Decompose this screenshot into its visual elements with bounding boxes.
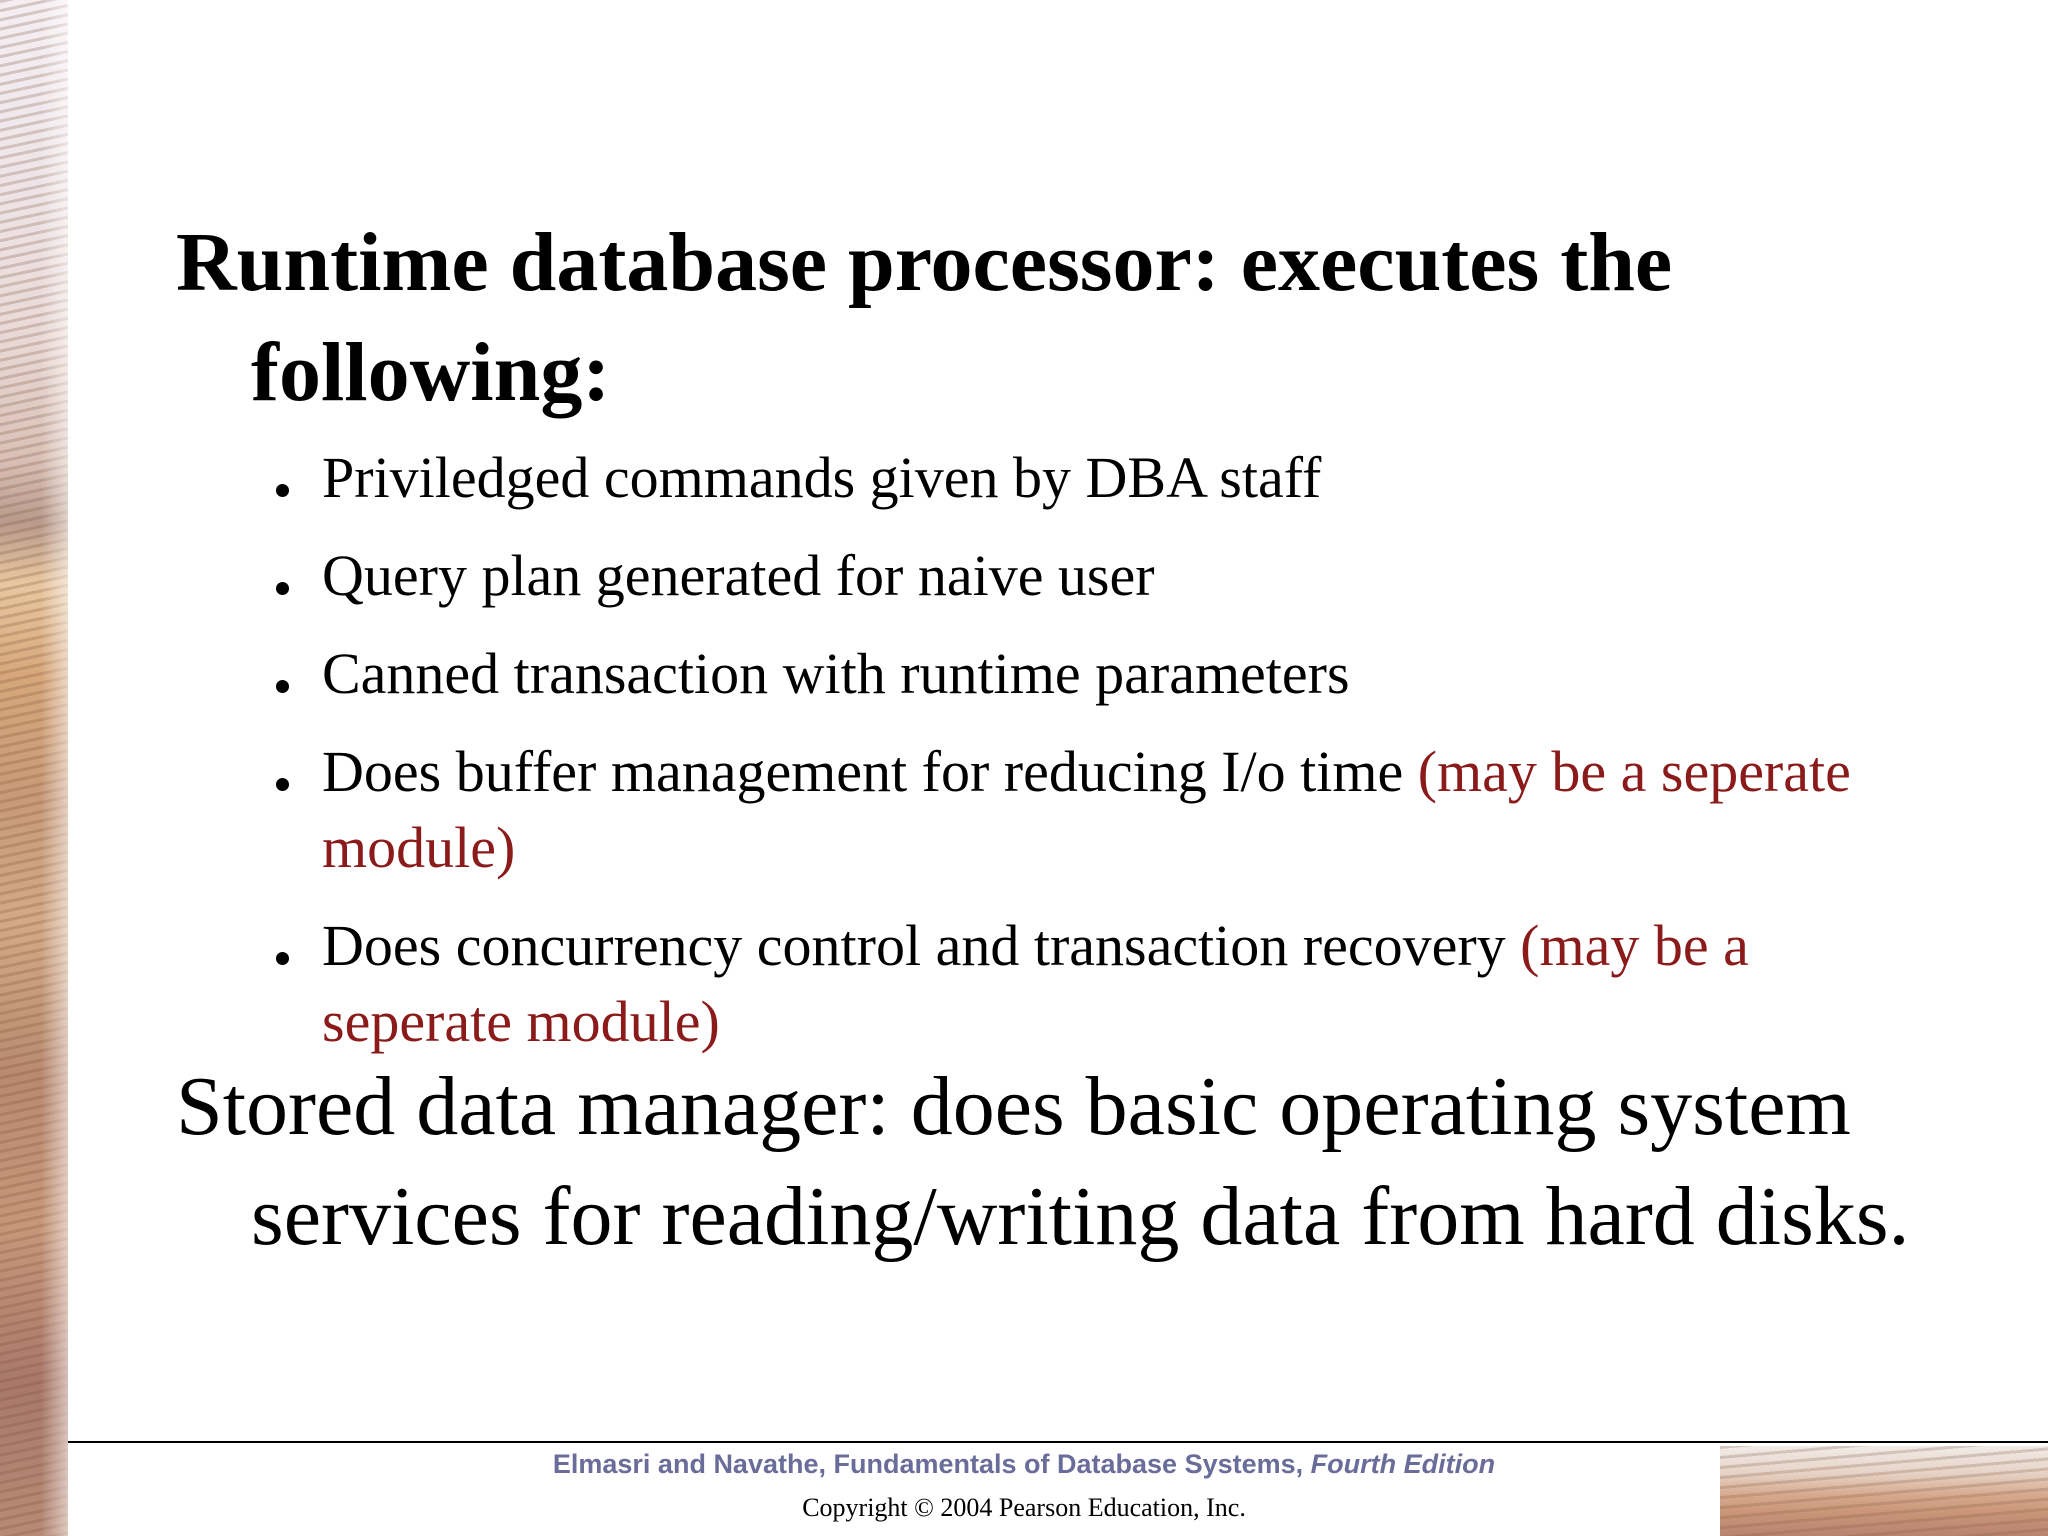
bullet-text: Canned transaction with runtime parameters: [322, 641, 1350, 706]
bullet-dot-icon: [276, 680, 289, 693]
bullet-dot-icon: [276, 484, 289, 497]
footer-citation: [0, 1445, 2048, 1483]
list-item: [272, 636, 1912, 712]
bullet-text: Query plan generated for naive user: [322, 543, 1155, 608]
heading-runtime-processor: Runtime database processor: executes the following:: [176, 216, 1673, 419]
footer-title-edition: Fourth Edition: [1310, 1449, 1496, 1479]
footer-copyright: Copyright © 2004 Pearson Education, Inc.: [802, 1493, 1246, 1522]
footer-divider: [68, 1441, 2048, 1443]
footer-title-main: Elmasri and Navathe, Fundamentals of Database Systems,: [552, 1449, 1311, 1479]
bullet-text: Does buffer management for reducing I/o time: [322, 739, 1418, 804]
list-item: [272, 734, 1912, 886]
bullet-note: (may be a seperate module): [322, 913, 1749, 1054]
bullet-text: Priviledged commands given by DBA staff: [322, 445, 1322, 510]
bullet-dot-icon: [276, 778, 289, 791]
list-item: [272, 538, 1912, 614]
list-item: [272, 440, 1912, 516]
list-item: [272, 908, 1912, 1060]
bullet-dot-icon: [276, 582, 289, 595]
bullet-dot-icon: [276, 952, 289, 965]
heading-stored-data-manager: Stored data manager: does basic operating system services for reading/writing data from hard disks.: [176, 1060, 1910, 1263]
bullet-note: (may be a seperate module): [322, 739, 1851, 880]
bullet-list: [272, 440, 1912, 1082]
bullet-text: Does concurrency control and transaction recovery: [322, 913, 1521, 978]
